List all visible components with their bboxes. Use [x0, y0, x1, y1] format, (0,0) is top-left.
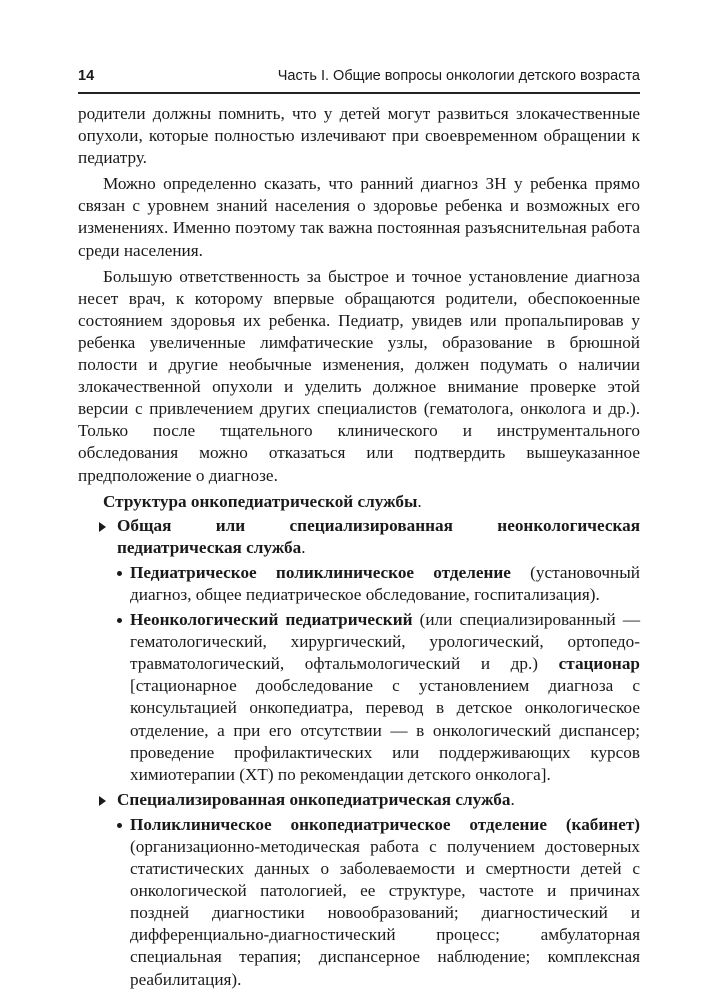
- triangle-bullet-icon: [99, 522, 106, 532]
- list-item-level1: Специализированная онкопедиатрическая служба.: [98, 789, 640, 811]
- page-number: 14: [78, 68, 95, 84]
- section-heading: Структура онкопедиатрической службы.: [103, 491, 422, 511]
- list-item-level2: Неонкологический педиатрический (или специализированный — гематологический, хирургический, урологический, ортопедо-травматологический, офтальмологический и др.) стационар [стационарное дообследование с установлением диагноза с консультацией онкопедиатра, перевод в детское онкологическое отделение, а при его отсутствии — в онкологический диспансер; проведение профилактических или поддерживающих курсов химиотерапии (ХТ) по рекомендации детского онколога].: [117, 609, 640, 786]
- dot-bullet-icon: [117, 618, 122, 623]
- list-item-level2: Педиатрическое поликлиническое отделение (установочный диагноз, общее педиатрическое обследование, госпитализация).: [117, 562, 640, 606]
- dot-bullet-icon: [117, 823, 122, 828]
- page-header: [78, 66, 640, 88]
- paragraph-continuation: родители должны помнить, что у детей могут развиться злокачественные опухоли, которые полностью излечивают при своевременном обращении к педиатру.: [78, 104, 640, 168]
- header-rule: [78, 92, 640, 94]
- running-title: Часть I. Общие вопросы онкологии детского возраста: [277, 68, 640, 84]
- list-item-level2: Поликлиническое онкопедиатрическое отделение (кабинет) (организационно-методическая работа с получением достоверных статистических данных о заболеваемости и смертности детей с онкологической патологией, ее структуре, частоте и причинах поздней диагностики новообразований; диагностический и дифференциально-диагностический процесс; амбулаторная специальная терапия; диспансерное наблюдение; комплексная реабилитация).: [117, 814, 640, 991]
- triangle-bullet-icon: [99, 796, 106, 806]
- dot-bullet-icon: [117, 571, 122, 576]
- paragraph: Большую ответственность за быстрое и точное установление диагноза несет врач, к которому впервые обращаются родители, обеспокоенные состоянием здоровья их ребенка. Педиатр, увидев или пропальпировав у ребенка увеличенные лимфатические узлы, образование в брюшной полости и другие необычные изменения, должен подумать о наличии злокачественной опухоли и уделить должное внимание проверке этой версии с привлечением других специалистов (гематолога, онколога и др.). Только после тщательного клинического и инструментального обследования можно отказаться или подтвердить вышеуказанное предположение о диагнозе.: [78, 266, 640, 485]
- paragraph: Можно определенно сказать, что ранний диагноз ЗН у ребенка прямо связан с уровнем знаний населения о здоровье ребенка и возможных его изменениях. Именно поэтому так важна постоянная разъяснительная работа среди населения.: [78, 174, 640, 260]
- list-item-title: Общая или специализированная неонкологическая педиатрическая служба: [117, 515, 640, 557]
- list-item-level1: Общая или специализированная неонкологическая педиатрическая служба.: [98, 515, 640, 559]
- page-body: [78, 103, 640, 994]
- list-item-title: Специализированная онкопедиатрическая служба: [117, 789, 511, 809]
